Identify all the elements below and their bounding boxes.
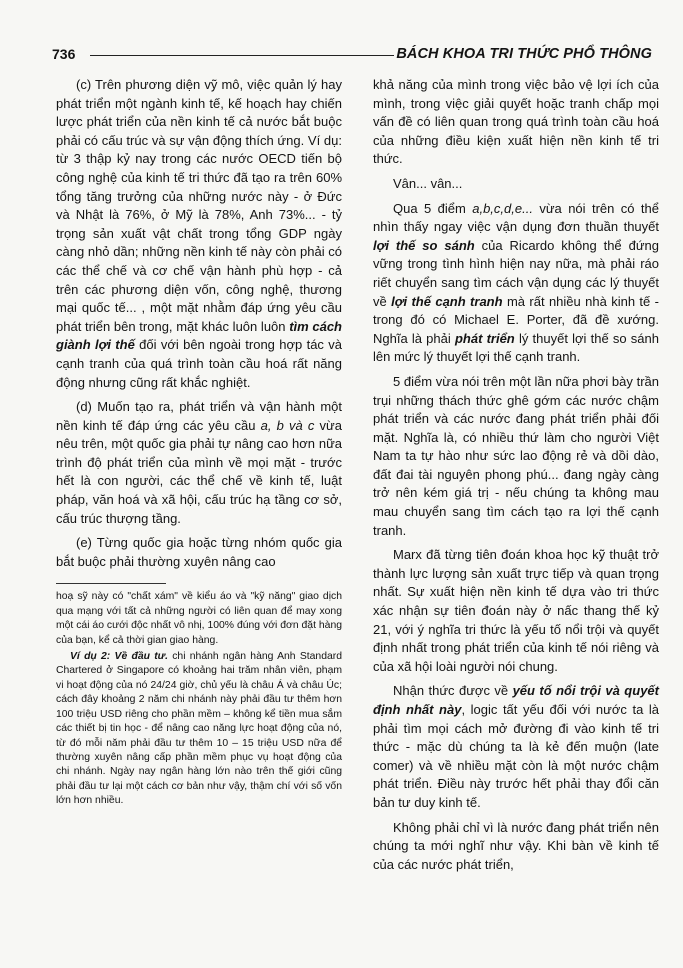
right-column	[373, 76, 659, 880]
left-column	[56, 76, 342, 811]
header-rule	[90, 55, 394, 56]
book-title: BÁCH KHOA TRI THỨC PHỔ THÔNG	[396, 46, 652, 62]
five-points-text-d: mà rất nhiều nhà kinh tế - trong đó có Michael E. Porter, đã đề xướng. Nghĩa là phải	[373, 293, 659, 346]
five-points-emphasis-1: a,b,c,d,e...	[472, 200, 533, 216]
page-header	[52, 46, 652, 66]
paragraph-developed: Không phải chỉ vì là nước đang phát triển nên chúng ta mới nghĩ như vậy. Khi bàn về kinh tế của các nước phát triển,	[373, 819, 659, 872]
five-points-emphasis-3: lợi thế cạnh tranh	[391, 293, 503, 309]
footnote-example-2-text: chi nhánh ngân hàng Anh Standard Chartered ở Singapore có khoảng hai trăm nhân viên, phạm vi hoạt động của nó 24/24 giờ, chủ yếu là châu Á và châu Úc; cách đây khoảng 2 năm chi nhánh này phải đầu tư thêm hơn 100 triệu USD riêng cho phần mềm – không kể tiền mua sắm các thiết bị tin học - để nâng cao năng lực hoạt động của nó, từ đó mỗi năm phải đầu tư thêm 10 – 15 triệu USD nữa để thường xuyên nâng cấp phần mềm phục vụ hoạt động của chi nhánh. Ngày nay ngân hàng lớn nào trên thế giới cũng phải đầu tư lại một cách cơ bản như vậy, thậm chí với số vốn lớn hơn nhiều.	[56, 651, 342, 807]
paragraph-c	[56, 76, 342, 392]
paragraph-c-end: đối với bên ngoài trong hợp tác và cạnh tranh của quá trình toàn cầu hoá rất năng động nhưng cũng rất khắc nghiệt.	[56, 337, 342, 390]
five-points-text-a: Qua 5 điểm	[393, 200, 466, 216]
paragraph-d-emphasis: a, b và c	[260, 417, 315, 433]
five-points-text-e: lý thuyết lợi thế so sánh lên mức lý thuyết lợi thế cạnh tranh.	[373, 330, 659, 365]
five-points-text-b: vừa nói trên có thể nhìn thấy ngay việc vận dụng đơn thuần thuyết	[373, 200, 659, 235]
footnote-continued: hoạ sỹ này có "chất xám" về kiểu áo và "kỹ năng" giao dịch qua mạng với tất cả những người có liên quan để may xong một cái áo cưới độc nhất vô nhị, 100% đúng với đơn đặt hàng của bạn, kể cả thời gian giao hàng.	[56, 591, 342, 646]
paragraph-c-emphasis: tìm cách giành lợi thế	[56, 318, 342, 353]
page-number: 736	[52, 46, 76, 62]
footnote-example-2-label: Ví dụ 2: Về đầu tư.	[70, 651, 168, 663]
paragraph-d-text: (d) Muốn tạo ra, phát triển và vận hành một nền kinh tế đáp ứng các yêu cầu	[56, 399, 342, 433]
paragraph-d-end: vừa nêu trên, một quốc gia phải tự nâng cao hơn nữa trình độ phát triển của mình về mọi mặt - trước hết là con người, các thể chế về kinh tế, luật pháp, văn hoá và xã hội, cấu trúc hạ tầng cơ sở, cấu trúc thượng tầng.	[56, 417, 342, 526]
paragraph-marx: Marx đã từng tiên đoán khoa học kỹ thuật trở thành lực lượng sản xuất trực tiếp và quan trọng nhất. Sự xuất hiện nền kinh tế dựa vào tri thức xác nhận sự tiên đoán này ở nấc thang thế kỷ 21, với ý nghĩa tri thức là yếu tố nổi trội và quyết định nhất trong phát triển của kinh tế nói riêng và của xã hội loài người nói chung.	[373, 547, 659, 674]
paragraph-e: (e) Từng quốc gia hoặc từng nhóm quốc gia bắt buộc phải thường xuyên nâng cao	[56, 535, 342, 569]
paragraph-etc: Vân... vân...	[393, 175, 463, 191]
paragraph-challenges: 5 điểm vừa nói trên một lần nữa phơi bày trần trụi những thách thức ghê gớm các nước chậm phát triển và các nước đang phát triển phải đối mặt. Nghĩa là, có nhiều thứ làm cho người Việt Nam ta tự hào như sức lao động rẻ và dồi dào, đất đai tài nguyên phong phú... đang ngày càng trở nên kém giá trị - nếu chúng ta không mau mau chuyển sang tìm cách tạo ra lợi thế cạnh tranh.	[373, 373, 659, 538]
awareness-text-a: Nhận thức được về	[393, 683, 509, 699]
paragraph-continued: khả năng của mình trong việc bảo vệ lợi ích của mình, trong việc giải quyết hoặc tranh chấp mọi vấn đề có liên quan trong quá trình toàn cầu hoá của những điều kiện xuất hiện nền kinh tế tri thức.	[373, 77, 659, 167]
paragraph-five-points	[373, 200, 659, 367]
footnote-example-2	[56, 650, 342, 808]
footnote-rule	[56, 583, 166, 584]
paragraph-c-text: (c) Trên phương diện vỹ mô, việc quản lý hay phát triển một ngành kinh tế, kế hoạch hay chiến lược phát triển của nền kinh tế cả nước bắt buộc phải có cấu trúc và sự vận động thích ứng. Ví dụ: từ 3 thập kỷ nay trong các nước OECD tiến bộ công nghệ của kinh tế tri thức đã tạo ra trên 60% tổng tăng trưởng của những nước này - ở Đức và Nhật là 76%, ở Mỹ là 78%, Anh 73%... - tỷ trọng sản xuất vật chất trong tổng GDP ngày càng nhỏ dần; những nền kinh tế này còn phải có các thể chế và cơ chế vận hành phù hợp - cả trên các phương diện vốn, công nghệ, thương mại quốc tế... , một mặt nhằm đáp ứng yêu cầu phát triển bên trong, mặt khác luôn luôn	[56, 77, 342, 334]
five-points-emphasis-2: lợi thế so sánh	[373, 237, 475, 253]
awareness-text-b: , logic tất yếu đối với nước ta là phải tìm mọi cách mở đường đi vào kinh tế tri thức - mặc dù chúng ta là kẻ đến muộn (late comer) và về nhiều mặt còn là một nước chậm phát triển. Điều này trước hết phải thay đổi căn bản tư duy kinh tế.	[373, 702, 659, 810]
five-points-emphasis-4: phát triển	[454, 330, 515, 346]
paragraph-awareness	[373, 682, 659, 812]
five-points-text-c: của Ricardo không thể đứng vững trong tình hình hiện nay nữa, mà phải ráo riết chuyển sang tìm cách vận dụng các lý thuyết về	[373, 237, 659, 309]
awareness-emphasis: yếu tố nổi trội và quyết định nhất này	[373, 683, 659, 717]
paragraph-d	[56, 398, 342, 528]
